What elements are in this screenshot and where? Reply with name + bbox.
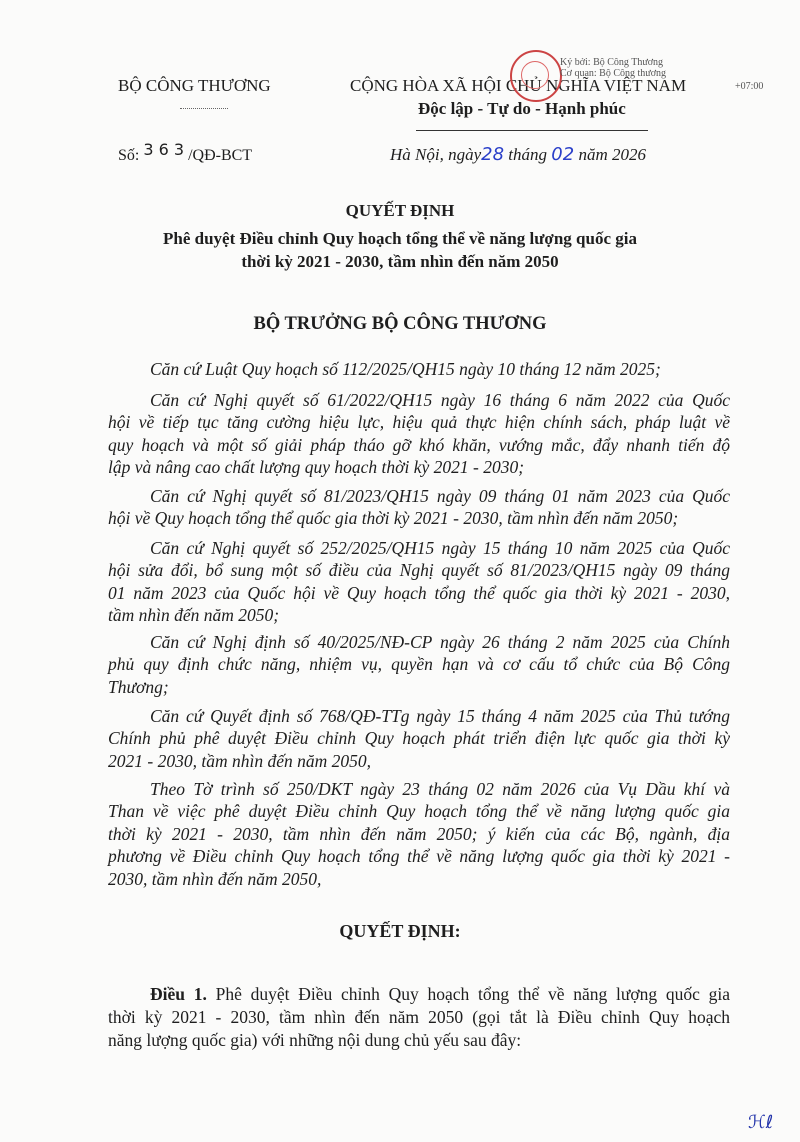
document-number: [118, 140, 253, 165]
paragraph-line: Căn cứ Nghị quyết số 81/2023/QH15 ngày 09 tháng 01 năm 2023 của Quốc: [150, 486, 730, 506]
paragraph-line: phủ quy định chức năng, nhiệm vụ, quyền hạn và cơ cấu tổ chức của Bộ Công: [108, 654, 730, 675]
article-text: Phê duyệt Điều chỉnh Quy hoạch tổng thể về năng lượng quốc gia: [206, 984, 730, 1004]
number-suffix: /QĐ-BCT: [188, 147, 253, 164]
signature-agency: Cơ quan: Bộ Công thương: [560, 68, 667, 79]
paragraph-line: Than về việc phê duyệt Điều chỉnh Quy hoạch tổng thể về năng lượng quốc gia: [108, 801, 730, 822]
date-day: 28: [481, 144, 505, 165]
paragraph-line: quy hoạch và một số giải pháp tháo gỡ khó khăn, vướng mắc, đẩy nhanh tiến độ: [108, 434, 730, 455]
paragraph-line: Căn cứ Nghị quyết số 252/2025/QH15 ngày 15 tháng 10 năm 2025 của Quốc: [150, 538, 730, 558]
number-prefix: Số:: [118, 147, 140, 164]
document-subtitle-line: thời kỳ 2021 - 2030, tầm nhìn đến năm 2050: [241, 252, 559, 271]
decision-heading: QUYẾT ĐỊNH:: [339, 921, 461, 941]
document-subtitle-line: Phê duyệt Điều chỉnh Quy hoạch tổng thể về năng lượng quốc gia: [163, 229, 637, 248]
handwritten-initials-signature: ℋℓ: [748, 1112, 774, 1133]
country-name: CỘNG HÒA XÃ HỘI CHỦ NGHĨA VIỆT NAM: [350, 76, 687, 95]
number-handwritten: 3 6 3: [143, 140, 185, 159]
issuing-authority: BỘ TRƯỞNG BỘ CÔNG THƯƠNG: [253, 314, 547, 334]
agency-underline: [180, 108, 228, 109]
agency-name: BỘ CÔNG THƯƠNG: [118, 76, 271, 95]
article-line: [150, 983, 730, 1005]
digital-signature-stamp-icon: [510, 50, 562, 102]
article-line: thời kỳ 2021 - 2030, tầm nhìn đến năm 2050 (gọi tắt là Điều chỉnh Quy hoạch: [108, 1007, 730, 1027]
paragraph-line: tầm nhìn đến năm 2050;: [108, 605, 280, 626]
paragraph-line: lập và nâng cao chất lượng quy hoạch thời kỳ 2021 - 2030;: [108, 457, 525, 478]
motto: Độc lập - Tự do - Hạnh phúc: [418, 99, 626, 118]
paragraph-line: Căn cứ Nghị định số 40/2025/NĐ-CP ngày 26 tháng 2 năm 2025 của Chính: [150, 632, 730, 652]
date-month-label: tháng: [508, 145, 548, 164]
paragraph-line: Thương;: [108, 676, 169, 697]
paragraph-line: Căn cứ Quyết định số 768/QĐ-TTg ngày 15 tháng 4 năm 2025 của Thủ tướng: [150, 706, 730, 726]
paragraph-line: 2021 - 2030, tầm nhìn đến năm 2050,: [108, 750, 371, 771]
motto-underline: [416, 130, 648, 131]
signature-timezone: +07:00: [735, 81, 764, 92]
paragraph-line: Căn cứ Nghị quyết số 61/2022/QH15 ngày 16 tháng 6 năm 2022 của Quốc: [150, 390, 730, 410]
document-date: [390, 144, 646, 165]
date-year: năm 2026: [578, 145, 646, 164]
signature-signed-by: Ký bởi: Bộ Công Thương: [560, 57, 664, 68]
paragraph-line: Theo Tờ trình số 250/DKT ngày 23 tháng 02 năm 2026 của Vụ Dầu khí và: [150, 779, 730, 799]
date-prefix: Hà Nội, ngày: [390, 145, 482, 164]
paragraph-line: 2030, tầm nhìn đến năm 2050,: [108, 868, 322, 889]
article-label: Điều 1.: [150, 984, 207, 1004]
document-title: QUYẾT ĐỊNH: [345, 201, 455, 220]
paragraph-line: hội sửa đổi, bổ sung một số điều của Nghị quyết số 81/2023/QH15 ngày 09 tháng: [108, 560, 730, 581]
paragraph-line: hội về Quy hoạch tổng thể quốc gia thời kỳ 2021 - 2030, tầm nhìn đến năm 2050;: [108, 508, 679, 529]
article-line: năng lượng quốc gia) với những nội dung chủ yếu sau đây:: [108, 1030, 522, 1050]
paragraph-line: hội về tiếp tục tăng cường hiệu lực, hiệu quả thực hiện chính sách, pháp luật về: [108, 412, 730, 433]
paragraph-line: 01 năm 2023 của Quốc hội về Quy hoạch tổng thể quốc gia thời kỳ 2021 - 2030,: [108, 582, 730, 603]
date-month: 02: [551, 144, 575, 165]
paragraph-line: Chính phủ phê duyệt Điều chỉnh Quy hoạch phát triển điện lực quốc gia thời kỳ: [108, 728, 730, 749]
paragraph-line: phương về Điều chỉnh Quy hoạch tổng thể về năng lượng quốc gia thời kỳ 2021 -: [108, 846, 730, 867]
paragraph-line: Căn cứ Luật Quy hoạch số 112/2025/QH15 ngày 10 tháng 12 năm 2025;: [150, 359, 661, 379]
paragraph-line: thời kỳ 2021 - 2030, tầm nhìn đến năm 2050; ý kiến của các Bộ, ngành, địa: [108, 823, 730, 844]
